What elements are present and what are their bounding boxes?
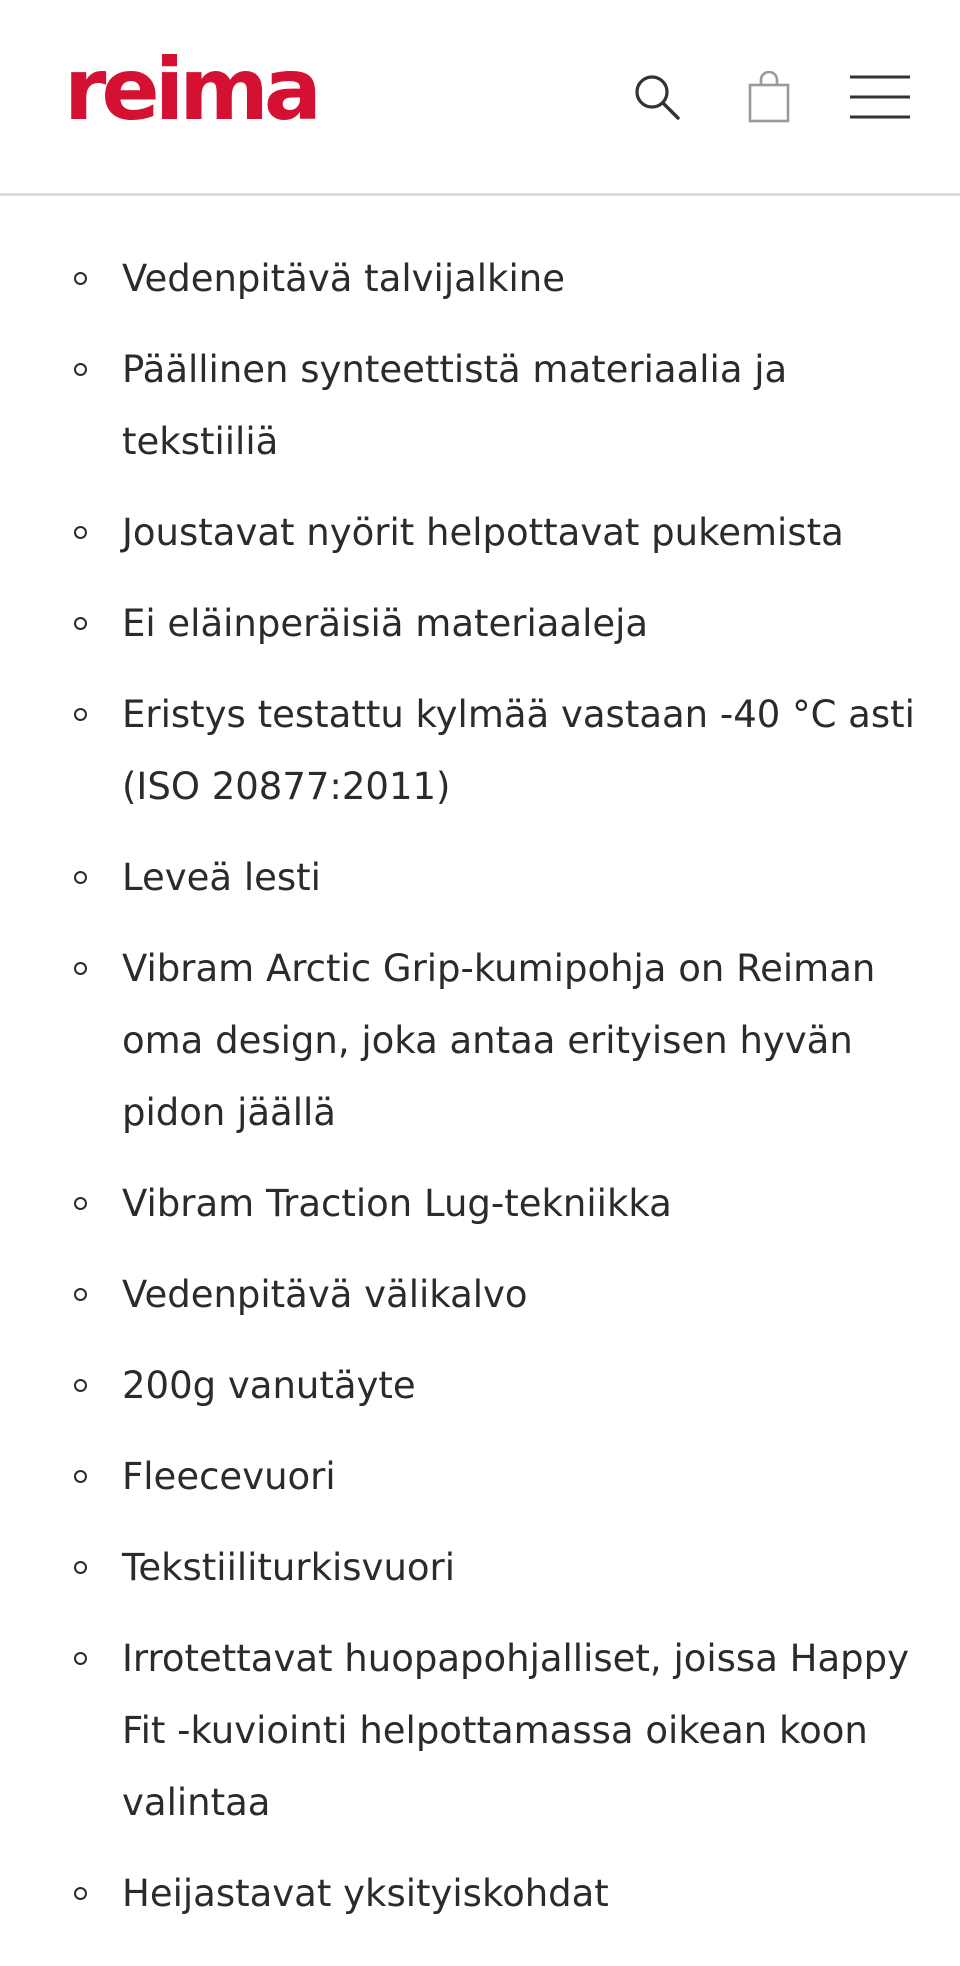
- list-item: [0, 1441, 960, 1513]
- bullet-circle-icon: [74, 1379, 87, 1392]
- bullet-circle-icon: [74, 1887, 87, 1900]
- bullet-circle-icon: [74, 1561, 87, 1574]
- bullet-circle-icon: [74, 617, 87, 630]
- feature-text: Irrotettavat huopapohjalliset, joissa Happy Fit -kuviointi helpottamassa oikean koon valintaa: [122, 1637, 909, 1824]
- search-icon: [632, 72, 682, 122]
- feature-text: Vedenpitävä talvijalkine: [122, 257, 565, 300]
- list-item: [0, 588, 960, 660]
- feature-text: Eristys testattu kylmää vastaan -40 °C asti (ISO 20877:2011): [122, 693, 915, 808]
- list-item: [0, 1168, 960, 1240]
- feature-text: Tekstiiliturkisvuori: [122, 1546, 456, 1589]
- list-item: [0, 1350, 960, 1422]
- bullet-circle-icon: [74, 962, 87, 975]
- menu-button[interactable]: [844, 62, 916, 132]
- bullet-circle-icon: [74, 1470, 87, 1483]
- feature-text: Heijastavat yksityiskohdat: [122, 1872, 609, 1915]
- bullet-circle-icon: [74, 526, 87, 539]
- bullet-circle-icon: [74, 363, 87, 376]
- feature-list: [0, 243, 960, 1949]
- feature-text: 200g vanutäyte: [122, 1364, 416, 1407]
- feature-text: Vedenpitävä välikalvo: [122, 1273, 528, 1316]
- shopping-bag-icon: [747, 71, 791, 123]
- feature-text: Vibram Traction Lug-tekniikka: [122, 1182, 672, 1225]
- list-item: [0, 1623, 960, 1839]
- feature-text: Leveä lesti: [122, 856, 321, 899]
- list-item: [0, 1259, 960, 1331]
- reima-logo[interactable]: reima: [64, 40, 317, 140]
- bullet-circle-icon: [74, 708, 87, 721]
- bullet-circle-icon: [74, 1288, 87, 1301]
- feature-text: Vibram Arctic Grip-kumipohja on Reiman oma design, joka antaa erityisen hyvän pidon jäällä: [122, 947, 876, 1134]
- bullet-circle-icon: [74, 1652, 87, 1665]
- site-header: [0, 0, 960, 196]
- list-item: [0, 497, 960, 569]
- list-item: [0, 334, 960, 478]
- feature-text: Päällinen synteettistä materiaalia ja tekstiiliä: [122, 348, 788, 463]
- bullet-circle-icon: [74, 272, 87, 285]
- list-item: [0, 1532, 960, 1604]
- search-button[interactable]: [622, 62, 692, 132]
- shopping-bag-button[interactable]: [734, 62, 804, 132]
- list-item: [0, 842, 960, 914]
- feature-text: Joustavat nyörit helpottavat pukemista: [122, 511, 844, 554]
- list-item: [0, 243, 960, 315]
- list-item: [0, 1858, 960, 1930]
- feature-text: Ei eläinperäisiä materiaaleja: [122, 602, 649, 645]
- bullet-circle-icon: [74, 871, 87, 884]
- bullet-circle-icon: [74, 1197, 87, 1210]
- list-item: [0, 679, 960, 823]
- feature-text: Fleecevuori: [122, 1455, 336, 1498]
- list-item: [0, 933, 960, 1149]
- hamburger-menu-icon: [849, 74, 911, 120]
